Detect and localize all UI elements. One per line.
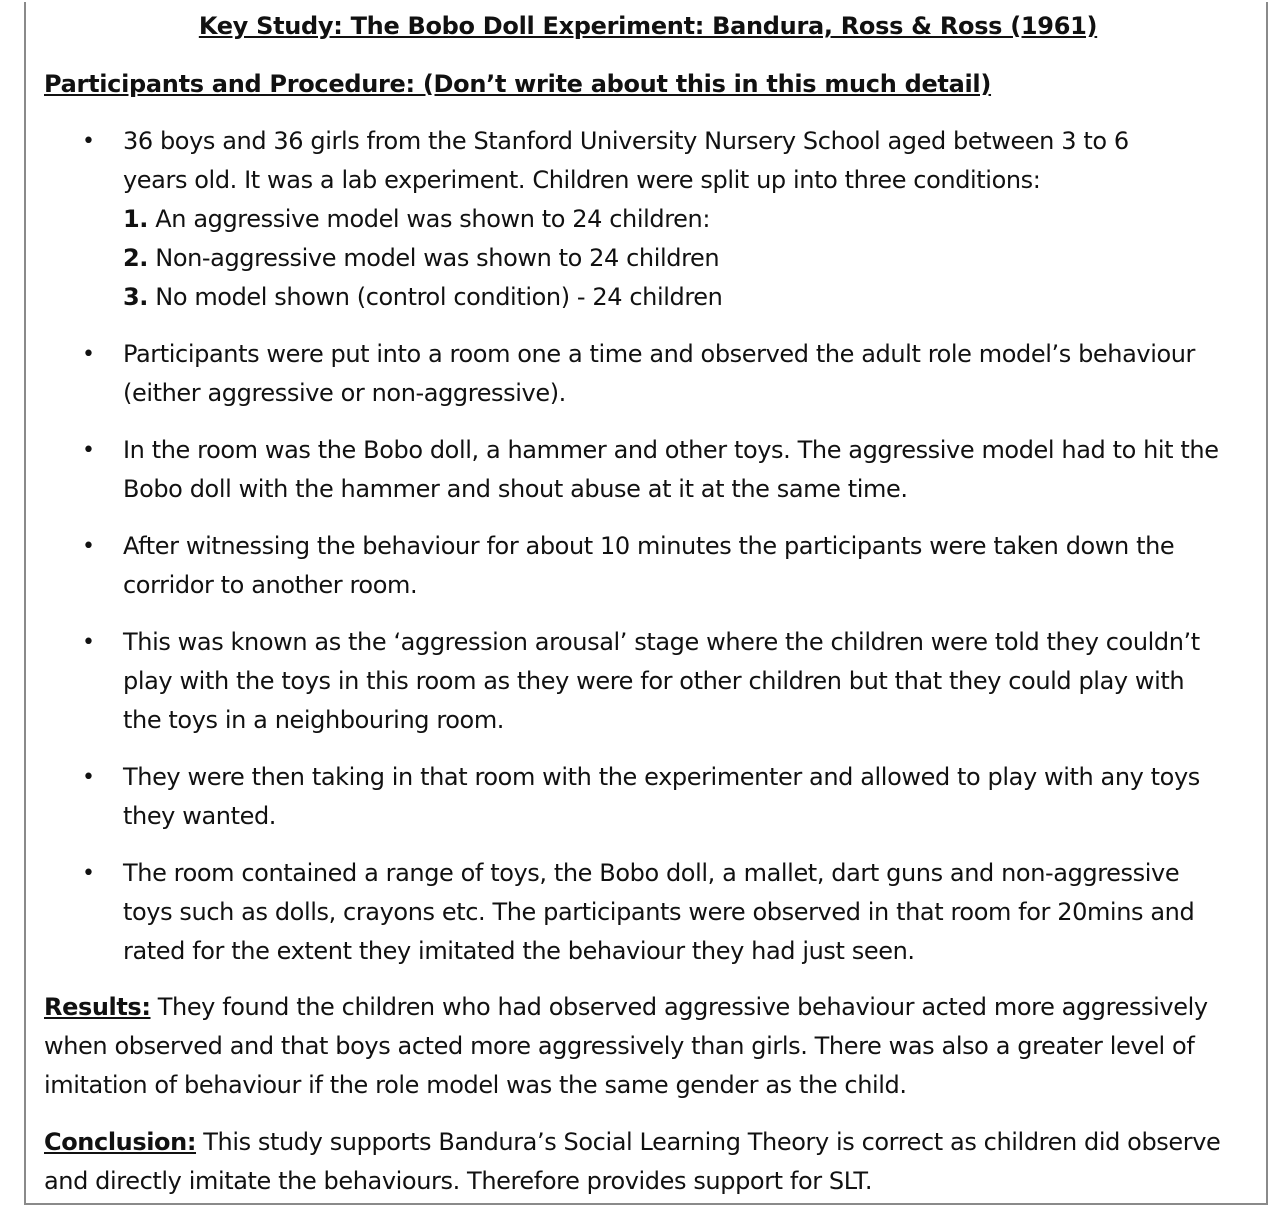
bullet-dot-icon: •: [82, 534, 95, 559]
bullet-line: the toys in a neighbouring room.: [123, 706, 505, 734]
bullet-line: This was known as the ‘aggression arousal’ stage where the children were told they couldn’t: [123, 628, 1200, 656]
bullet-line: (either aggressive or non-aggressive).: [123, 379, 566, 407]
bullet-dot-icon: •: [82, 438, 95, 463]
results-text: They found the children who had observed aggressive behaviour acted more aggressively: [150, 993, 1208, 1021]
conclusion-line: [44, 1123, 1220, 1162]
condition-number: 1.: [123, 205, 149, 233]
bullet-item: [0, 758, 1282, 836]
bullet-line: Participants were put into a room one a time and observed the adult role model’s behaviour: [123, 340, 1196, 368]
bullet-item: [0, 623, 1282, 740]
bullet-line: play with the toys in this room as they were for other children but that they could play with: [123, 667, 1185, 695]
bullet-line: they wanted.: [123, 802, 277, 830]
bullet-dot-icon: •: [82, 630, 95, 655]
bullet-dot-icon: •: [82, 129, 95, 154]
bullet-line: In the room was the Bobo doll, a hammer and other toys. The aggressive model had to hit the: [123, 436, 1219, 464]
bullet-dot-icon: •: [82, 342, 95, 367]
condition-item: [123, 200, 1262, 239]
results-paragraph: [44, 988, 1208, 1105]
bullet-line: After witnessing the behaviour for about 10 minutes the participants were taken down the: [123, 532, 1175, 560]
bullet-line: The room contained a range of toys, the Bobo doll, a mallet, dart guns and non-aggressive: [123, 859, 1180, 887]
bullet-line: years old. It was a lab experiment. Children were split up into three conditions:: [123, 166, 1041, 194]
results-label: Results:: [44, 993, 151, 1021]
condition-number: 3.: [123, 283, 149, 311]
bullet-line: 36 boys and 36 girls from the Stanford University Nursery School aged between 3 to 6: [123, 127, 1129, 155]
conclusion-line: and directly imitate the behaviours. Therefore provides support for SLT.: [44, 1167, 873, 1195]
procedure-bullet-list: [0, 122, 1282, 989]
bullet-line: They were then taking in that room with the experimenter and allowed to play with any toys: [123, 763, 1200, 791]
results-line: when observed and that boys acted more aggressively than girls. There was also a greater level of: [44, 1032, 1195, 1060]
results-line: [44, 988, 1208, 1027]
bullet-line: corridor to another room.: [123, 571, 418, 599]
condition-text: Non-aggressive model was shown to 24 children: [148, 244, 720, 272]
bullet-item: [0, 122, 1282, 317]
bullet-item: [0, 854, 1282, 971]
bullet-item: [0, 431, 1282, 509]
procedure-heading: Participants and Procedure: (Don’t write about this in this much detail): [44, 70, 992, 98]
bullet-line: Bobo doll with the hammer and shout abuse at it at the same time.: [123, 475, 908, 503]
results-line: imitation of behaviour if the role model was the same gender as the child.: [44, 1071, 907, 1099]
condition-text: An aggressive model was shown to 24 children:: [148, 205, 711, 233]
conclusion-label: Conclusion:: [44, 1128, 197, 1156]
page-title: Key Study: The Bobo Doll Experiment: Bandura, Ross & Ross (1961): [198, 12, 1098, 40]
bullet-dot-icon: •: [82, 861, 95, 886]
bullet-item: [0, 335, 1282, 413]
condition-number: 2.: [123, 244, 149, 272]
condition-item: [123, 239, 1262, 278]
condition-item: [123, 278, 1262, 317]
bullet-item: [0, 527, 1282, 605]
bullet-line: rated for the extent they imitated the behaviour they had just seen.: [123, 937, 915, 965]
conclusion-paragraph: [44, 1123, 1220, 1201]
condition-text: No model shown (control condition) - 24 children: [148, 283, 723, 311]
bullet-line: toys such as dolls, crayons etc. The participants were observed in that room for 20mins and: [123, 898, 1195, 926]
conclusion-text: This study supports Bandura’s Social Learning Theory is correct as children did observe: [196, 1128, 1221, 1156]
bullet-dot-icon: •: [82, 765, 95, 790]
